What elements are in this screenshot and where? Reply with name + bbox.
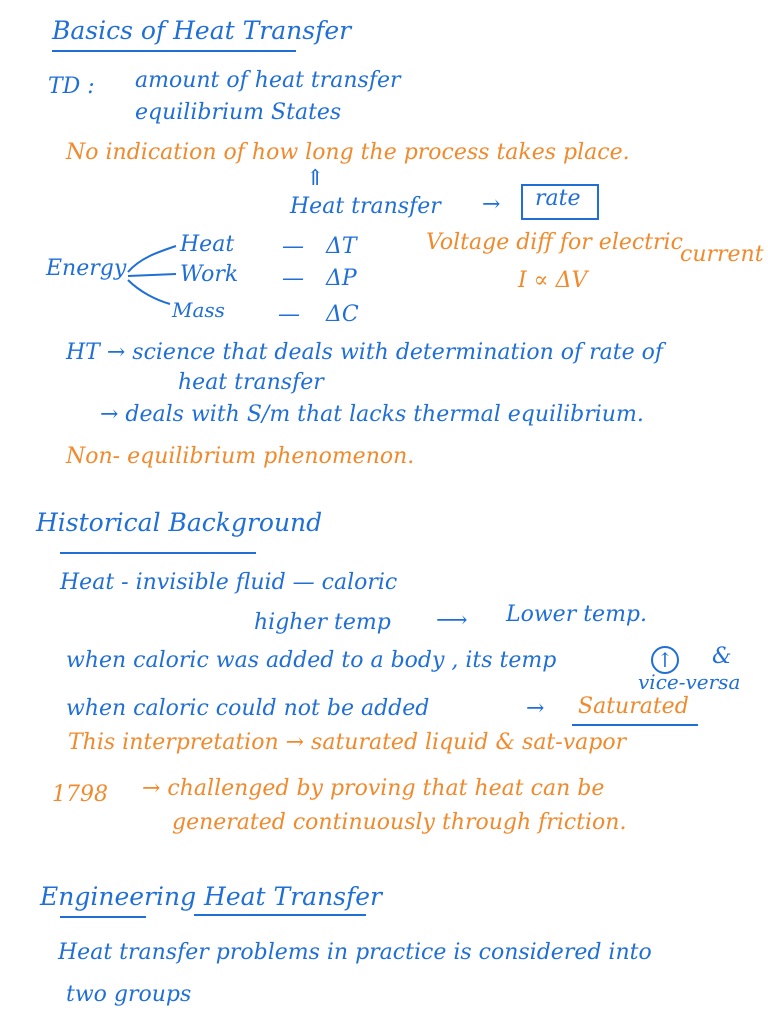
mass-branch-label: Mass — [172, 298, 225, 322]
arrow-icon: → — [482, 192, 501, 217]
dash-work: — — [282, 266, 304, 291]
dash-mass: — — [278, 302, 300, 327]
proportional-text: I ∝ ΔV — [518, 268, 588, 293]
up-arrow-icon: ⇑ — [306, 166, 325, 191]
section-title-basics: Basics of Heat Transfer — [52, 16, 352, 45]
vice-versa: vice-versa — [638, 670, 741, 694]
non-equilibrium-text: Non- equilibrium phenomenon. — [66, 444, 415, 469]
ht-definition-line-1: HT → science that deals with determination of rate of — [66, 340, 664, 365]
engineering-underline-2 — [194, 914, 366, 916]
historical-underline — [60, 552, 256, 554]
heat-branch-label: Heat — [180, 232, 235, 257]
challenged-line: → challenged by proving that heat can be — [142, 776, 605, 801]
heat-fluid-line: Heat - invisible fluid — caloric — [60, 570, 398, 595]
engineering-line-2: two groups — [66, 982, 192, 1007]
td-line-1: amount of heat transfer — [135, 68, 401, 93]
dash-heat: — — [282, 234, 304, 259]
caloric-not-added-line: when caloric could not be added — [66, 696, 430, 721]
saturated-label: Saturated — [578, 694, 689, 719]
saturated-underline — [572, 724, 698, 726]
delta-p: ΔP — [326, 266, 357, 291]
engineering-line-1: Heat transfer problems in practice is considered into — [58, 940, 652, 965]
td-label: TD : — [48, 74, 95, 99]
delta-t: ΔT — [326, 234, 357, 259]
energy-label: Energy — [46, 256, 127, 281]
deals-with-line: → deals with S/m that lacks thermal equilibrium. — [100, 402, 644, 427]
saturated-arrow-icon: → — [526, 696, 545, 721]
year-label: 1798 — [52, 782, 108, 807]
current-text: current — [680, 242, 764, 267]
ht-definition-line-2: heat transfer — [178, 370, 324, 395]
heat-transfer-label: Heat transfer — [290, 194, 441, 219]
section-title-historical: Historical Background — [36, 508, 323, 537]
td-line-2: equilibrium States — [135, 100, 342, 125]
engineering-underline-1 — [60, 916, 146, 918]
interpretation-line: This interpretation → saturated liquid & sat-vapor — [68, 730, 627, 755]
ampersand: & — [712, 644, 732, 669]
delta-c: ΔC — [326, 302, 359, 327]
caloric-added-line: when caloric was added to a body , its temp — [66, 648, 557, 673]
lower-temp: Lower temp. — [506, 602, 648, 627]
higher-temp: higher temp — [254, 610, 391, 635]
rate-label: rate — [535, 186, 581, 211]
generated-line: generated continuously through friction. — [172, 810, 627, 835]
no-indication-text: No indication of how long the process takes place. — [66, 140, 630, 165]
temp-arrow-icon: ⟶ — [436, 608, 468, 633]
section-title-engineering: Engineering Heat Transfer — [40, 882, 382, 911]
temp-up-circle-icon: ↑ — [651, 646, 679, 674]
title-underline — [52, 50, 296, 52]
work-branch-label: Work — [180, 262, 239, 287]
voltage-text: Voltage diff for electric — [426, 230, 683, 255]
